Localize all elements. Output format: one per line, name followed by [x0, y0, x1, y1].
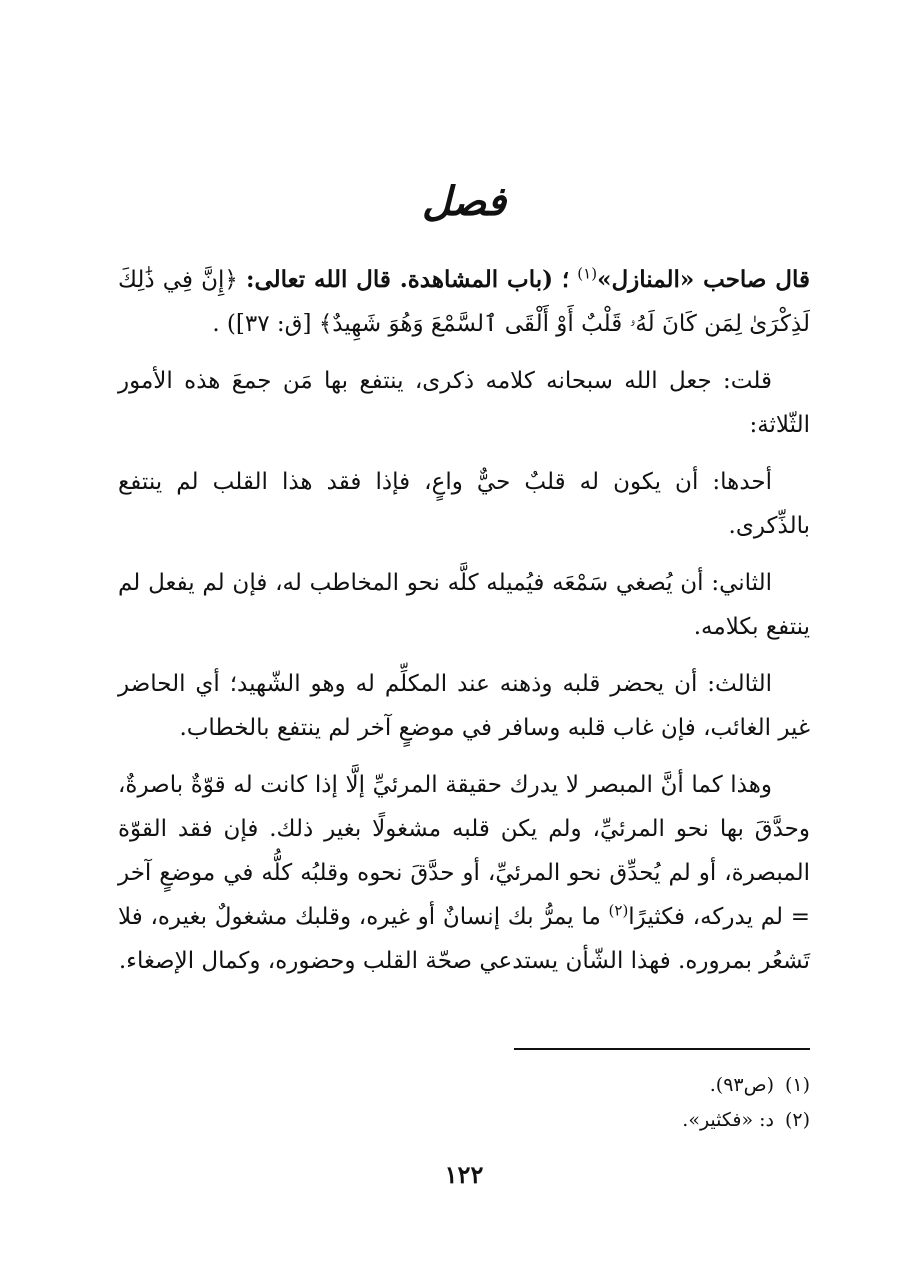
analogy-part-2: ما يمرُّ بك إنسانٌ أو غيره، وقلبك مشغولٌ بغيره، فلا تَشعُر بمروره. فهذا الشّأن يستدعي صحّة القلب وحضوره، وكمال الإصغاء. — [118, 904, 810, 974]
footnote-separator — [514, 1048, 810, 1050]
analogy-part-1: وهذا كما أنَّ المبصر لا يدرك حقيقة المرئيِّ إلَّا إذا كانت له قوّةٌ باصرةٌ، وحدَّقَ بها نحو المرئيِّ، ولم يكن قلبه مشغولًا بغير ذلك. فإن فقد القوّة المبصرة، أو لم يُحدِّق نحو المرئيِّ، أو حدَّقَ نحوه وقلبُه كلُّه في موضعٍ آخر = لم يدركه، فكثيرًا — [118, 772, 811, 930]
paragraph-first: أحدها: أن يكون له قلبٌ حيٌّ واعٍ، فإذا فقد هذا القلب لم ينتفع بالذِّكرى. — [118, 469, 810, 539]
chapter-title: ؛ (باب المشاهدة. قال الله تعالى: — [245, 266, 570, 293]
paragraph-intro: قلت: جعل الله سبحانه كلامه ذكرى، ينتفع بها مَن جمعَ هذه الأمور الثّلاثة: — [118, 368, 810, 438]
paragraph-second: الثاني: أن يُصغي سَمْعَه فيُميله كلَّه نحو المخاطب له، فإن لم يفعل لم ينتفع بكلامه. — [118, 570, 810, 640]
footnotes — [118, 1068, 810, 1138]
book-page — [118, 0, 810, 1271]
author-attribution: قال صاحب «المنازل» — [597, 266, 810, 293]
paragraph-quote — [118, 258, 810, 346]
paragraph-third: الثالث: أن يحضر قلبه وذهنه عند المكلِّم له وهو الشّهيد؛ أي الحاضر غير الغائب، فإن غاب قلبه وسافر في موضعٍ آخر لم ينتفع بالخطاب. — [118, 671, 810, 741]
footnote-number: (١) — [784, 1074, 810, 1096]
footnote-2 — [118, 1103, 810, 1138]
footnote-ref-2: (٢) — [608, 901, 629, 920]
quran-verse: ﴿إِنَّ فِي ذَٰلِكَ لَذِكْرَىٰ لِمَن كَانَ لَهُۥ قَلْبٌ أَوْ أَلْقَى ٱلسَّمْعَ وَهُوَ شَهِيدٌ﴾ — [118, 267, 810, 337]
verse-citation: [ق: ٣٧]) . — [212, 311, 312, 337]
page-number: ١٢٢ — [444, 1160, 484, 1189]
footnote-ref-1: (١) — [577, 264, 598, 283]
paragraph-analogy — [118, 763, 810, 983]
section-heading: فصل — [421, 178, 507, 225]
main-text — [118, 258, 810, 996]
footnote-text: (ص٩٣). — [709, 1074, 774, 1096]
footnote-text: د: «فكثير». — [682, 1109, 774, 1131]
footnote-1 — [118, 1068, 810, 1103]
footnote-number: (٢) — [784, 1109, 810, 1131]
